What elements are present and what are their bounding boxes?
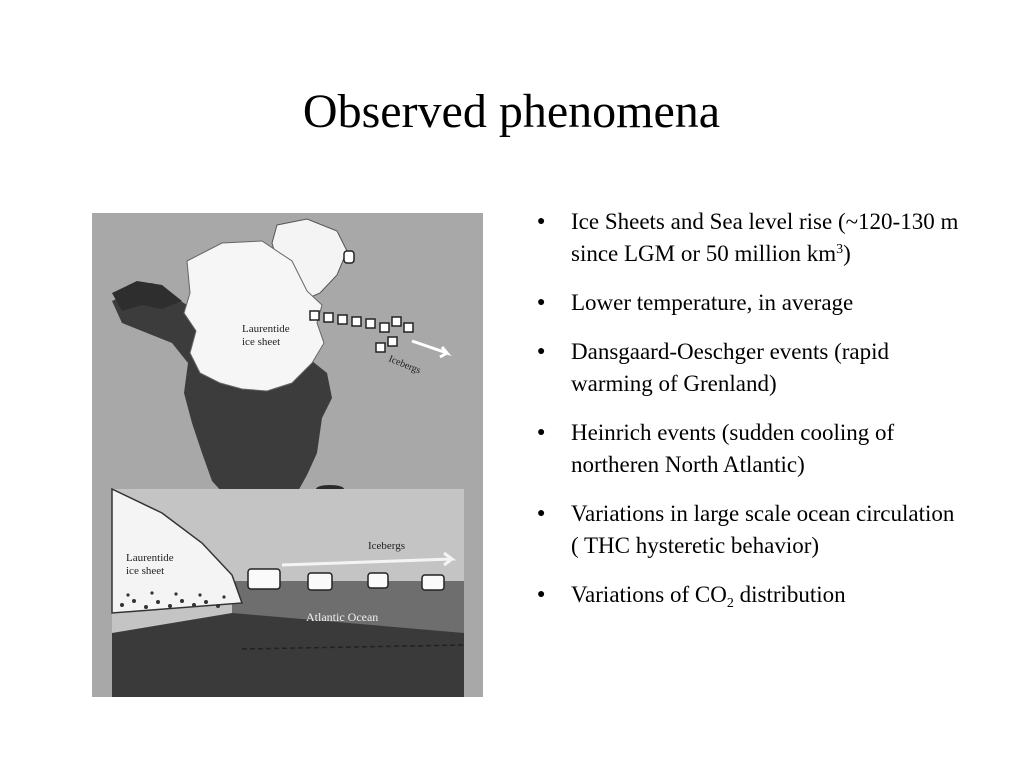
section-laurentide-label-2: ice sheet: [126, 565, 165, 577]
iceberg-icon: [388, 337, 397, 346]
bullet-item: [533, 206, 963, 270]
bullet-item: [533, 287, 963, 319]
iceberg-icon: [310, 311, 319, 320]
bullet-tail: ): [843, 241, 851, 266]
bullet-item: [533, 336, 963, 400]
bullet-text: Ice Sheets and Sea level rise (~120-130 m since LGM or 50 million km: [571, 209, 959, 266]
bullet-subscript: 2: [726, 596, 734, 611]
bullet-item: [533, 417, 963, 481]
slide-title: Observed phenomena: [302, 85, 721, 138]
map-laurentide-label-1: Laurentide: [242, 323, 290, 335]
bullet-dot-icon: ●: [537, 295, 546, 310]
iceberg-icon: [308, 573, 332, 590]
bullet-item: [533, 579, 963, 611]
map-icebergs-label: Icebergs: [386, 353, 423, 377]
iceberg-icon: [324, 313, 333, 322]
iceberg-icon: [376, 343, 385, 352]
ice-sheet-figure: [92, 213, 483, 697]
bullet-dot-icon: ●: [537, 425, 546, 440]
iceberg-icon: [366, 319, 375, 328]
bullet-text: Lower temperature, in average: [571, 290, 854, 315]
bullet-text: Dansgaard-Oeschger events (rapid warming of Grenland): [571, 339, 890, 396]
bullet-item: [533, 498, 963, 562]
bullet-list: [533, 206, 963, 628]
iceberg-icon: [380, 323, 389, 332]
map-laurentide-label-2: ice sheet: [242, 336, 281, 348]
iceberg-icon: [368, 573, 388, 588]
bullet-text: Variations in large scale ocean circulation ( THC hysteretic behavior): [571, 501, 955, 558]
section-icebergs-label: Icebergs: [368, 540, 406, 552]
bullet-tail: distribution: [733, 582, 846, 607]
bullet-dot-icon: ●: [537, 344, 546, 359]
bullet-text: Heinrich events (sudden cooling of northeren North Atlantic): [571, 420, 895, 477]
bullet-text: Variations of CO: [571, 582, 727, 607]
bullet-superscript: 3: [836, 242, 844, 257]
atlantic-ocean-label: Atlantic Ocean: [306, 610, 379, 624]
iceberg-icon: [392, 317, 401, 326]
section-laurentide-label-1: Laurentide: [126, 552, 174, 564]
iceberg-icon: [404, 323, 413, 332]
iceberg-icon: [248, 569, 280, 589]
iceberg-icon: [352, 317, 361, 326]
bullet-dot-icon: ●: [537, 506, 546, 521]
iceberg-icon: [344, 251, 354, 263]
iceberg-icon: [338, 315, 347, 324]
bullet-dot-icon: ●: [537, 587, 546, 602]
bullet-dot-icon: ●: [537, 214, 546, 229]
iceberg-icon: [422, 575, 444, 590]
